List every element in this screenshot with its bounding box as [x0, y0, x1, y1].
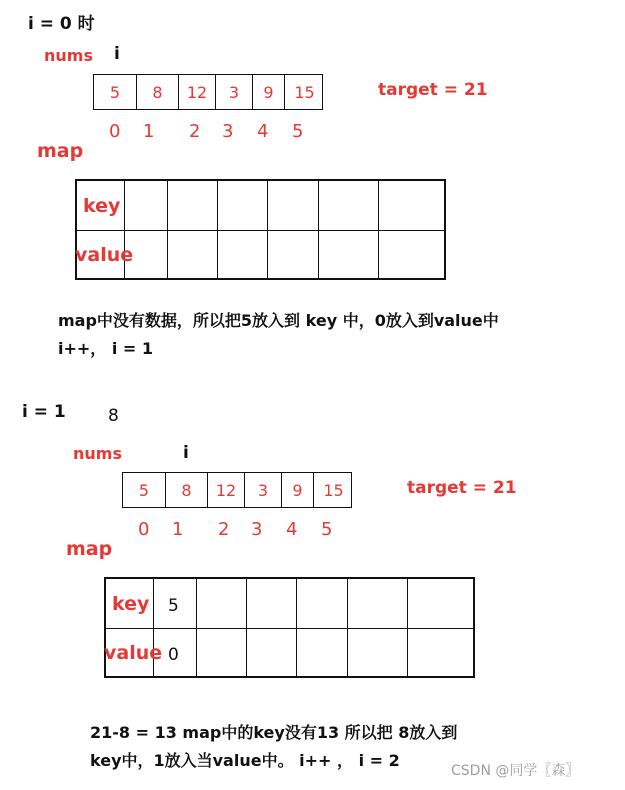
step2-map-label: map	[66, 538, 113, 560]
array-cell: 9	[281, 473, 313, 507]
step2-explanation-line2: key中，1放入当value中。 i++ ， i = 2	[90, 751, 400, 770]
array-cell: 8	[136, 75, 178, 109]
array-cell: 8	[165, 473, 207, 507]
index-label: 4	[286, 519, 298, 540]
csdn-watermark: CSDN @同学〖森〗	[451, 763, 580, 779]
step1-target: target = 21	[378, 80, 488, 100]
step2-nums-array	[122, 472, 352, 508]
array-cell: 15	[284, 75, 324, 109]
index-label: 0	[109, 121, 121, 142]
array-cell: 3	[215, 75, 252, 109]
index-label: 0	[138, 519, 150, 540]
map-value-label: value	[104, 642, 163, 664]
index-label: 3	[222, 121, 234, 142]
map-key-label: key	[112, 593, 150, 615]
array-cell: 9	[252, 75, 284, 109]
array-cell: 3	[244, 473, 281, 507]
index-label: 1	[172, 519, 184, 540]
step2-nums-label: nums	[73, 444, 122, 463]
step1-map-label: map	[37, 140, 84, 162]
map-value-entry: 0	[168, 645, 179, 665]
index-label: 1	[143, 121, 155, 142]
step2-title: i = 1	[22, 402, 66, 422]
step2-current-value: 8	[108, 406, 119, 426]
step1-i-pointer: i	[114, 44, 120, 64]
index-label: 5	[321, 519, 333, 540]
step2-explanation-line1: 21-8 = 13 map中的key没有13 所以把 8放入到	[90, 723, 458, 742]
index-label: 5	[292, 121, 304, 142]
step2-target: target = 21	[407, 478, 517, 498]
map-row-divider	[77, 230, 444, 231]
array-cell: 5	[138, 480, 150, 500]
step2-map-table	[104, 577, 475, 678]
map-key-label: key	[83, 195, 121, 217]
step2-i-pointer: i	[183, 443, 189, 463]
step1-nums-array	[93, 74, 323, 110]
step1-map-table	[75, 179, 446, 280]
map-row-divider	[106, 628, 473, 629]
step1-explanation-line2: i++， i = 1	[58, 339, 154, 358]
array-cell: 5	[109, 82, 121, 102]
map-value-label: value	[75, 244, 134, 266]
step1-title: i = 0 时	[28, 14, 95, 34]
index-label: 2	[218, 519, 230, 540]
array-cell: 12	[178, 75, 215, 109]
map-key-entry: 5	[168, 596, 179, 616]
step1-explanation-line1: map中没有数据，所以把5放入到 key 中，0放入到value中	[58, 311, 499, 330]
step1-nums-label: nums	[44, 46, 93, 65]
index-label: 3	[251, 519, 263, 540]
array-cell: 15	[313, 473, 353, 507]
array-cell: 12	[207, 473, 244, 507]
index-label: 2	[189, 121, 201, 142]
index-label: 4	[257, 121, 269, 142]
